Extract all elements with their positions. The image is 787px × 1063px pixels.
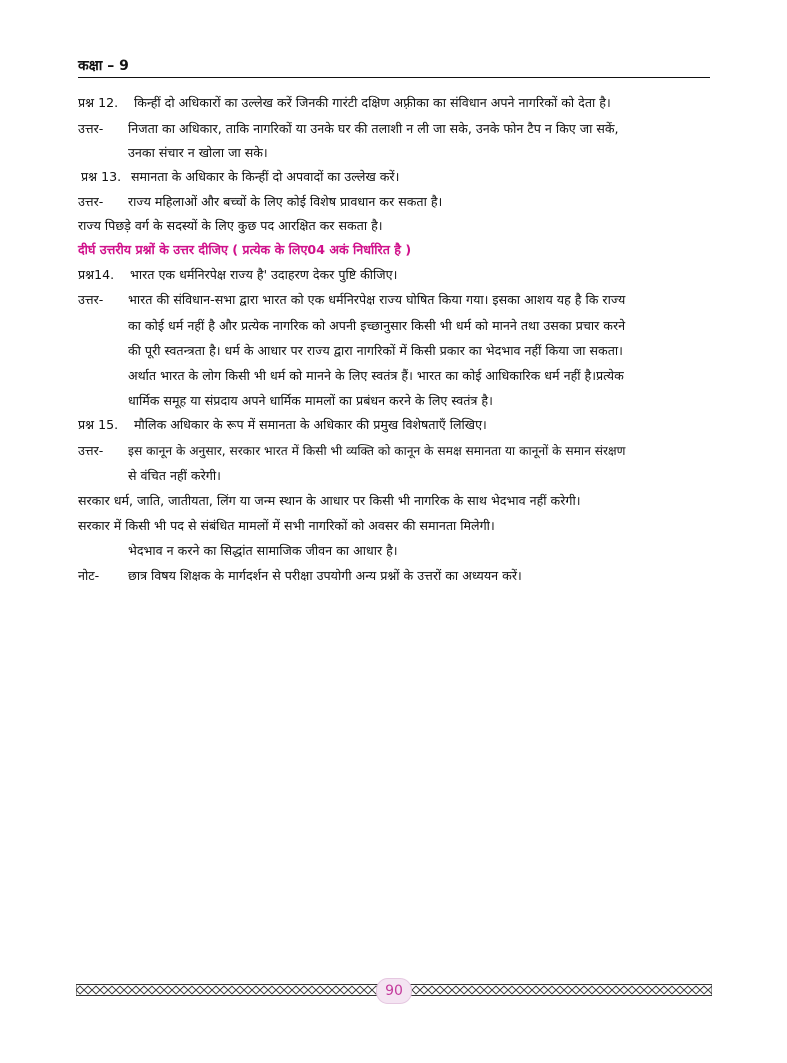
q13-text: समानता के अधिकार के किन्हीं दो अपवादों का उल्लेख करें।: [131, 169, 400, 184]
q12-label: प्रश्न 12.: [78, 95, 119, 110]
q14-answer-line: का कोई धर्म नहीं है और प्रत्येक नागरिक को अपनी इच्छानुसार किसी भी धर्म को मानने तथा उसका प्रचार करने: [128, 318, 626, 333]
q13-answer-line: राज्य पिछड़े वर्ग के सदस्यों के लिए कुछ पद आरक्षित कर सकता है।: [78, 218, 383, 233]
q12-answer-line: उनका संचार न खोला जा सके।: [128, 145, 268, 160]
q14-answer-label: उत्तर-: [78, 292, 104, 307]
q15-text: मौलिक अधिकार के रूप में समानता के अधिकार की प्रमुख विशेषताएँ लिखिए।: [134, 417, 487, 432]
q14-answer-line: की पूरी स्वतन्त्रता है। धर्म के आधार पर राज्य द्वारा नागरिकों में किसी प्रकार का भेदभाव नहीं किया जा सकता।: [128, 343, 623, 358]
q13-label: प्रश्न 13.: [81, 169, 122, 184]
q13-answer-line: राज्य महिलाओं और बच्चों के लिए कोई विशेष प्रावधान कर सकता है।: [128, 194, 443, 209]
q12-answer-label: उत्तर-: [78, 121, 104, 136]
note-text: छात्र विषय शिक्षक के मार्गदर्शन से परीक्षा उपयोगी अन्य प्रश्नों के उत्तरों का अध्ययन करें।: [128, 568, 522, 583]
page-number: 90: [376, 978, 412, 1004]
q14-label: प्रश्न14.: [78, 267, 115, 282]
note-label: नोट-: [78, 568, 100, 583]
q12-answer-line: निजता का अधिकार, ताकि नागरिकों या उनके घर की तलाशी न ली जा सके, उनके फोन टैप न किए जा सकें,: [128, 121, 619, 136]
section-heading: दीर्घ उत्तरीय प्रश्नों के उत्तर दीजिए ( प्रत्येक के लिए04 अकं निर्धारित है ): [78, 242, 412, 257]
q15-answer-line: सरकार में किसी भी पद से संबंधित मामलों में सभी नागरिकों को अवसर की समानता मिलेगी।: [78, 518, 495, 533]
q15-answer-line: भेदभाव न करने का सिद्धांत सामाजिक जीवन का आधार है।: [128, 543, 398, 558]
q14-answer-line: अर्थात भारत के लोग किसी भी धर्म को मानने के लिए स्वतंत्र हैं। भारत का कोई आधिकारिक धर्म नहीं है।प्रत्येक: [128, 368, 624, 383]
q15-answer-line: से वंचित नहीं करेगी।: [128, 468, 221, 483]
q15-answer-line: इस कानून के अनुसार, सरकार भारत में किसी भी व्यक्ति को कानून के समक्ष समानता या कानूनों के समान संरक्षण: [128, 444, 626, 458]
q15-label: प्रश्न 15.: [78, 417, 119, 432]
q14-text: भारत एक धर्मनिरपेक्ष राज्य है' उदाहरण देकर पुष्टि कीजिए।: [130, 267, 398, 282]
header-rule: [78, 77, 710, 78]
q12-text: किन्हीं दो अधिकारों का उल्लेख करें जिनकी गारंटी दक्षिण अफ़्रीका का संविधान अपने नागरिकों को देता है।: [134, 95, 611, 110]
q13-answer-label: उत्तर-: [78, 194, 104, 209]
q14-answer-line: धार्मिक समूह या संप्रदाय अपने धार्मिक मामलों का प्रबंधन करने के लिए स्वतंत्र है।: [128, 393, 493, 408]
q15-answer-label: उत्तर-: [78, 443, 104, 458]
q15-answer-line: सरकार धर्म, जाति, जातीयता, लिंग या जन्म स्थान के आधार पर किसी भी नागरिक के साथ भेदभाव नहीं करेगी।: [78, 493, 581, 508]
page-header: कक्षा – 9: [78, 58, 129, 74]
q14-answer-line: भारत की संविधान-सभा द्वारा भारत को एक धर्मनिरपेक्ष राज्य घोषित किया गया। इसका आशय यह है कि राज्य: [128, 292, 626, 307]
